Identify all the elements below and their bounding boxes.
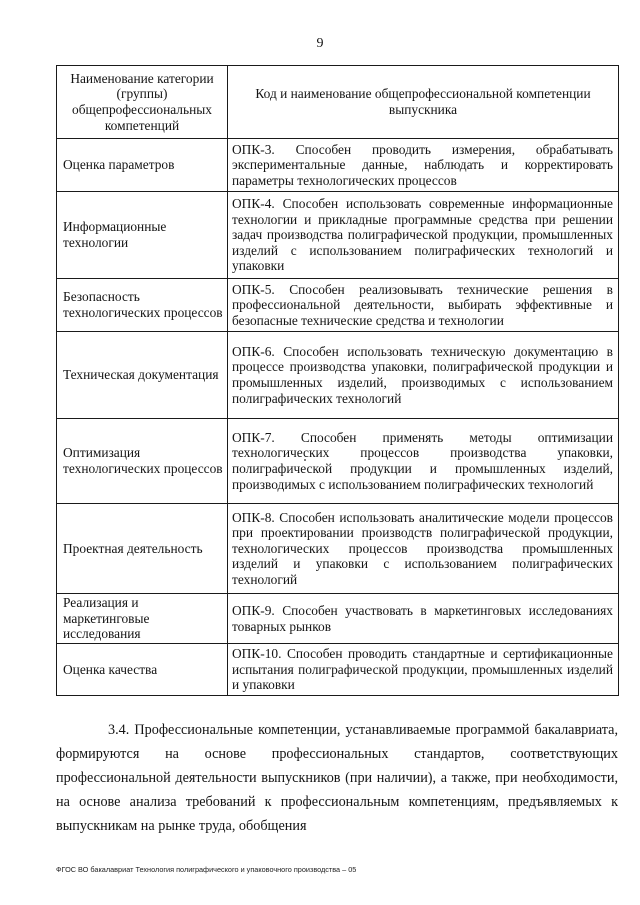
competence-cell: ОПК-8. Способен использовать аналитические модели процессов при проектировании производств полиграфической продукции, технологических процессов производства промышленных изделий и упаковки с использованием полиграфических технологий [228, 504, 619, 594]
competence-cell: ОПК-4. Способен использовать современные информационные технологии и прикладные программные средства при решении задач производства полиграфической продукции, промышленных изделий с использованием полиграфических технологий и упаковки [228, 192, 619, 279]
category-cell: Оценка качества [57, 644, 228, 696]
category-cell: Проектная деятельность [57, 504, 228, 594]
competence-table [56, 65, 619, 696]
table-header-row [57, 66, 619, 139]
competence-cell: ОПК-6. Способен использовать техническую документацию в процессе производства упаковки, полиграфической продукции и промышленных изделий, производимых с использованием полиграфических технологий [228, 332, 619, 419]
category-cell: Безопасность технологических процессов [57, 279, 228, 332]
competence-cell: ОПК-5. Способен реализовывать технические решения в профессиональной деятельности, выбирать эффективные и безопасные технические средства и технологии [228, 279, 619, 332]
page-number: 9 [316, 36, 324, 51]
category-cell: Оптимизация технологических процессов [57, 419, 228, 504]
category-cell: Реализация и маркетинговые исследования [57, 594, 228, 644]
table-row [57, 279, 619, 332]
section-paragraph: 3.4. Профессиональные компетенции, устанавливаемые программой бакалавриата, формируются на основе профессиональных стандартов, соответствующих профессиональной деятельности выпускников (при наличии), а также, при необходимости, на основе анализа требований к профессиональным компетенциям, предъявляемых к выпускникам на рынке труда, обобщения [56, 722, 618, 834]
header-competence: Код и наименование общепрофессиональной компетенции выпускника [228, 66, 619, 139]
table-row [57, 332, 619, 419]
table-row [57, 192, 619, 279]
table-row [57, 504, 619, 594]
competence-cell: ОПК-3. Способен проводить измерения, обрабатывать экспериментальные данные, наблюдать и корректировать параметры технологических процессов [228, 139, 619, 192]
category-cell: Информационные технологии [57, 192, 228, 279]
table-row [57, 139, 619, 192]
competence-cell: ОПК-9. Способен участвовать в маркетинговых исследованиях товарных рынков [228, 594, 619, 644]
category-cell: Техническая документация [57, 332, 228, 419]
competence-cell: ОПК-10. Способен проводить стандартные и сертификационные испытания полиграфической продукции, промышленных изделий и упаковки [228, 644, 619, 696]
table-row [57, 419, 619, 504]
header-category: Наименование категории (группы) общепрофессиональных компетенций [57, 66, 228, 139]
table-row [57, 594, 619, 644]
table-row [57, 644, 619, 696]
competence-cell: ОПК-7. Способен применять методы оптимизации технологических процессов производства упаковки, полиграфической продукции и промышленных изделий, производимых с использованием полиграфических технологий [228, 419, 619, 504]
page-footer: ФГОС ВО бакалавриат Технология полиграфического и упаковочного производства – 05 [56, 865, 357, 874]
category-cell: Оценка параметров [57, 139, 228, 192]
